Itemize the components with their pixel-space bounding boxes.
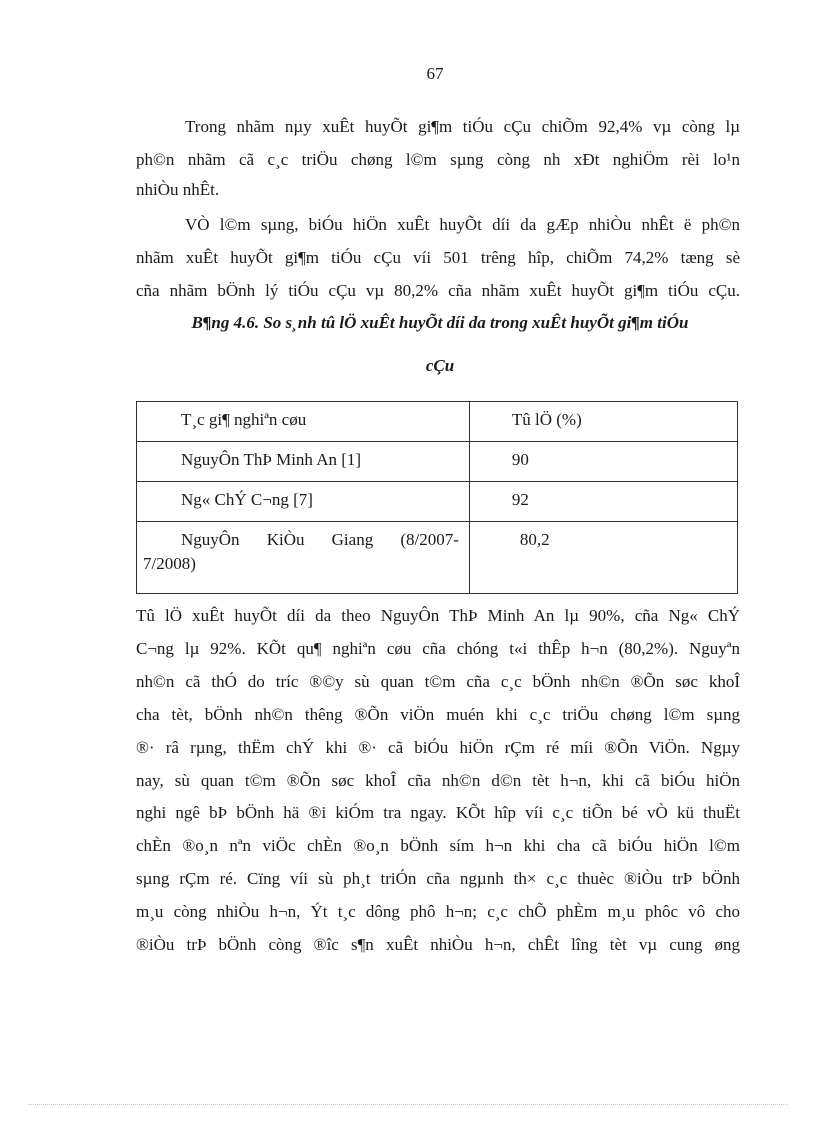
page-number: 67 bbox=[426, 64, 444, 83]
header-rate: Tû lÖ (%) bbox=[511, 410, 582, 429]
table-header-row bbox=[137, 402, 738, 442]
paragraph-line: nhãm xuÊt huyÕt gi¶m tiÓu cÇu víi 501 trêng hîp, chiÕm 74,2% tæng sè bbox=[136, 248, 740, 267]
author-cell: Ng« ChÝ C¬ng [7] bbox=[181, 490, 313, 509]
paragraph-line: C¬ng lµ 92%. KÕt qu¶ nghiªn cøu cña chóng t«i thÊp h¬n (80,2%). Nguyªn bbox=[136, 639, 740, 658]
table-caption: B¶ng 4.6. So s¸nh tû lÖ xuÊt huyÕt díi da trong xuÊt huyÕt gi¶m tiÓu bbox=[191, 313, 689, 332]
comparison-table bbox=[136, 401, 738, 594]
rate-cell: 90 bbox=[511, 450, 529, 469]
paragraph-line: ®· râ rµng, thËm chÝ khi ®· cã biÓu hiÖn rÇm ré míi ®Õn ViÖn. Ngµy bbox=[136, 738, 740, 757]
paragraph-line: nhiÒu nhÊt. bbox=[136, 180, 220, 199]
paragraph-line: nghi ngê bÞ bÖnh hä ®i kiÓm tra ngay. KÕt hîp víi c¸c tiÕn bé vÒ kü thuËt bbox=[136, 803, 740, 822]
paragraph-line: m¸u còng nhiÒu h¬n, Ýt t¸c dông phô h¬n; c¸c chÕ phÈm m¸u phôc vô cho bbox=[136, 902, 740, 921]
table-header-cell bbox=[137, 402, 470, 442]
table-cell bbox=[469, 442, 737, 482]
table-header-cell bbox=[469, 402, 737, 442]
author-cell: NguyÔn ThÞ Minh An [1] bbox=[181, 450, 362, 469]
table-cell bbox=[137, 482, 470, 522]
table-row bbox=[137, 442, 738, 482]
paragraph-line: Tû lÖ xuÊt huyÕt díi da theo NguyÔn ThÞ Minh An lµ 90%, cña Ng« ChÝ bbox=[136, 606, 740, 625]
header-author: T¸c gi¶ nghiªn cøu bbox=[181, 410, 307, 429]
table-cell bbox=[469, 482, 737, 522]
rate-cell: 80,2 bbox=[519, 530, 550, 549]
paragraph-line: nay, sù quan t©m ®Õn søc khoÎ cña nh©n d©n tèt h¬n, khi cã biÓu hiÖn bbox=[136, 771, 740, 790]
page-bottom-rule bbox=[28, 1104, 788, 1105]
table-row bbox=[137, 482, 738, 522]
author-cell-line2: 7/2008) bbox=[143, 554, 196, 573]
paragraph-line: cña nhãm bÖnh lý tiÓu cÇu vµ 80,2% cña nhãm xuÊt huyÕt gi¶m tiÓu cÇu. bbox=[136, 281, 740, 300]
table-row bbox=[137, 522, 738, 594]
paragraph-line: chÈn ®o¸n nªn viÖc chÈn ®o¸n bÖnh sím h¬n khi cha cã biÓu hiÖn l©m bbox=[136, 836, 740, 855]
table-cell bbox=[469, 522, 737, 594]
rate-cell: 92 bbox=[511, 490, 529, 509]
paragraph-line: sµng rÇm ré. Cïng víi sù ph¸t triÓn cña ngµnh th× c¸c thuèc ®iÒu trÞ bÖnh bbox=[136, 869, 740, 888]
paragraph-line: ®iÒu trÞ bÖnh còng ®îc s¶n xuÊt nhiÒu h¬n, chÊt lîng tèt vµ cung øng bbox=[136, 935, 740, 954]
paragraph-line: VÒ l©m sµng, biÓu hiÖn xuÊt huyÕt díi da gÆp nhiÒu nhÊt ë ph©n bbox=[185, 215, 740, 234]
paragraph-line: Trong nhãm nµy xuÊt huyÕt gi¶m tiÓu cÇu chiÕm 92,4% vµ còng lµ bbox=[185, 117, 740, 136]
paragraph-line: nh©n cã thÓ do tríc ®©y sù quan t©m cña c¸c bÖnh nh©n ®Õn søc khoÎ bbox=[136, 672, 740, 691]
paragraph-line: cha tèt, bÖnh nh©n thêng ®Õn viÖn muén khi c¸c triÖu chøng l©m sµng bbox=[136, 705, 740, 724]
table-cell bbox=[137, 522, 470, 594]
author-cell-line1: NguyÔn KiÒu Giang (8/2007- bbox=[181, 530, 459, 549]
paragraph-line: ph©n nhãm cã c¸c triÖu chøng l©m sµng còng nh xÐt nghiÖm rèi lo¹n bbox=[136, 150, 740, 169]
table-caption-continued: cÇu bbox=[425, 356, 455, 375]
table-cell bbox=[137, 442, 470, 482]
